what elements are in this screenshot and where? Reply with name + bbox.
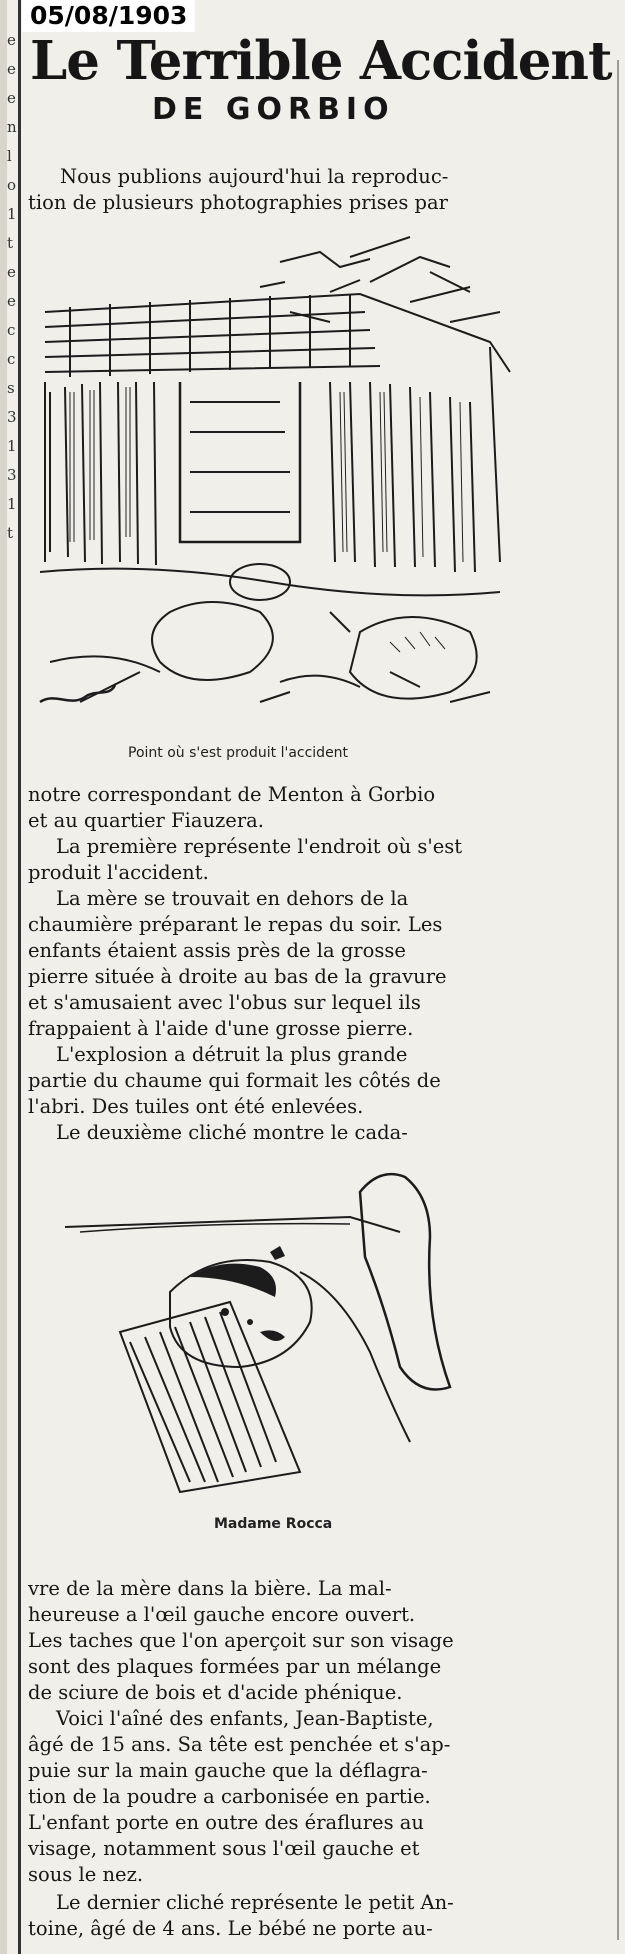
body-2-line-13: Le dernier cliché représente le petit An- xyxy=(56,1891,454,1914)
body-1-line-8: pierre située à droite au bas de la gravure xyxy=(28,965,447,988)
body-2-line-5: de sciure de bois et d'acide phénique. xyxy=(28,1681,403,1704)
body-1-line-5: La mère se trouvait en dehors de la xyxy=(56,887,409,910)
body-1-line-10: frappaient à l'aide d'une grosse pierre. xyxy=(28,1017,414,1040)
body-2-line-3: Les taches que l'on aperçoit sur son visage xyxy=(28,1629,454,1652)
intro-line-2: tion de plusieurs photographies prises par xyxy=(28,191,448,214)
body-2-line-7: âgé de 15 ans. Sa tête est penchée et s'ap- xyxy=(28,1733,451,1756)
body-2-line-1: vre de la mère dans la bière. La mal- xyxy=(28,1577,392,1600)
body-1-line-1: notre correspondant de Menton à Gorbio xyxy=(28,783,436,806)
body-2-line-2: heureuse a l'œil gauche encore ouvert. xyxy=(28,1603,416,1626)
body-2-line-10: L'enfant porte en outre des éraflures au xyxy=(28,1811,424,1834)
body-1-line-7: enfants étaient assis près de la grosse xyxy=(28,939,406,962)
body-2-line-12: sous le nez. xyxy=(28,1863,144,1886)
column-rule-right xyxy=(617,60,619,1940)
page-edge xyxy=(0,0,7,1954)
date-stamp: 05/08/1903 xyxy=(22,0,195,32)
body-1-line-3: La première représente l'endroit où s'est xyxy=(56,835,463,858)
body-1-line-6: chaumière préparant le repas du soir. Les xyxy=(28,913,443,936)
body-1-line-4: produit l'accident. xyxy=(28,861,209,884)
body-1-line-9: et s'amusaient avec l'obus sur lequel ils xyxy=(28,991,421,1014)
body-2-line-8: puie sur la main gauche que la déflagra- xyxy=(28,1759,428,1782)
body-1-line-11: L'explosion a détruit la plus grande xyxy=(56,1043,408,1066)
adjacent-column-fragment: e e e n l o 1 t e e c c s 3 1 3 1 t xyxy=(7,31,17,542)
column-rule-left xyxy=(18,0,21,1954)
illustration-coffin-portrait xyxy=(60,1172,530,1507)
body-2-line-11: visage, notamment sous l'œil gauche et xyxy=(28,1837,420,1860)
article-subheadline: DE GORBIO xyxy=(152,92,395,127)
body-1-line-2: et au quartier Fiauzera. xyxy=(28,809,264,832)
body-1-line-14: Le deuxième cliché montre le cada- xyxy=(56,1121,408,1144)
illustration-hut-scene xyxy=(30,232,560,732)
article-headline: Le Terrible Accident xyxy=(30,30,612,92)
body-1-line-12: partie du chaume qui formait les côtés de xyxy=(28,1069,441,1092)
intro-line-1: Nous publions aujourd'hui la reproduc- xyxy=(60,165,449,188)
body-2-line-9: tion de la poudre a carbonisée en partie. xyxy=(28,1785,431,1808)
body-2-line-4: sont des plaques formées par un mélange xyxy=(28,1655,442,1678)
illustration-1-caption: Point où s'est produit l'accident xyxy=(128,745,349,761)
body-1-line-13: l'abri. Des tuiles ont été enlevées. xyxy=(28,1095,364,1118)
illustration-2-caption: Madame Rocca xyxy=(214,1516,333,1532)
body-2-line-6: Voici l'aîné des enfants, Jean-Baptiste, xyxy=(56,1707,434,1730)
body-2-line-14: toine, âgé de 4 ans. Le bébé ne porte au- xyxy=(28,1917,433,1940)
